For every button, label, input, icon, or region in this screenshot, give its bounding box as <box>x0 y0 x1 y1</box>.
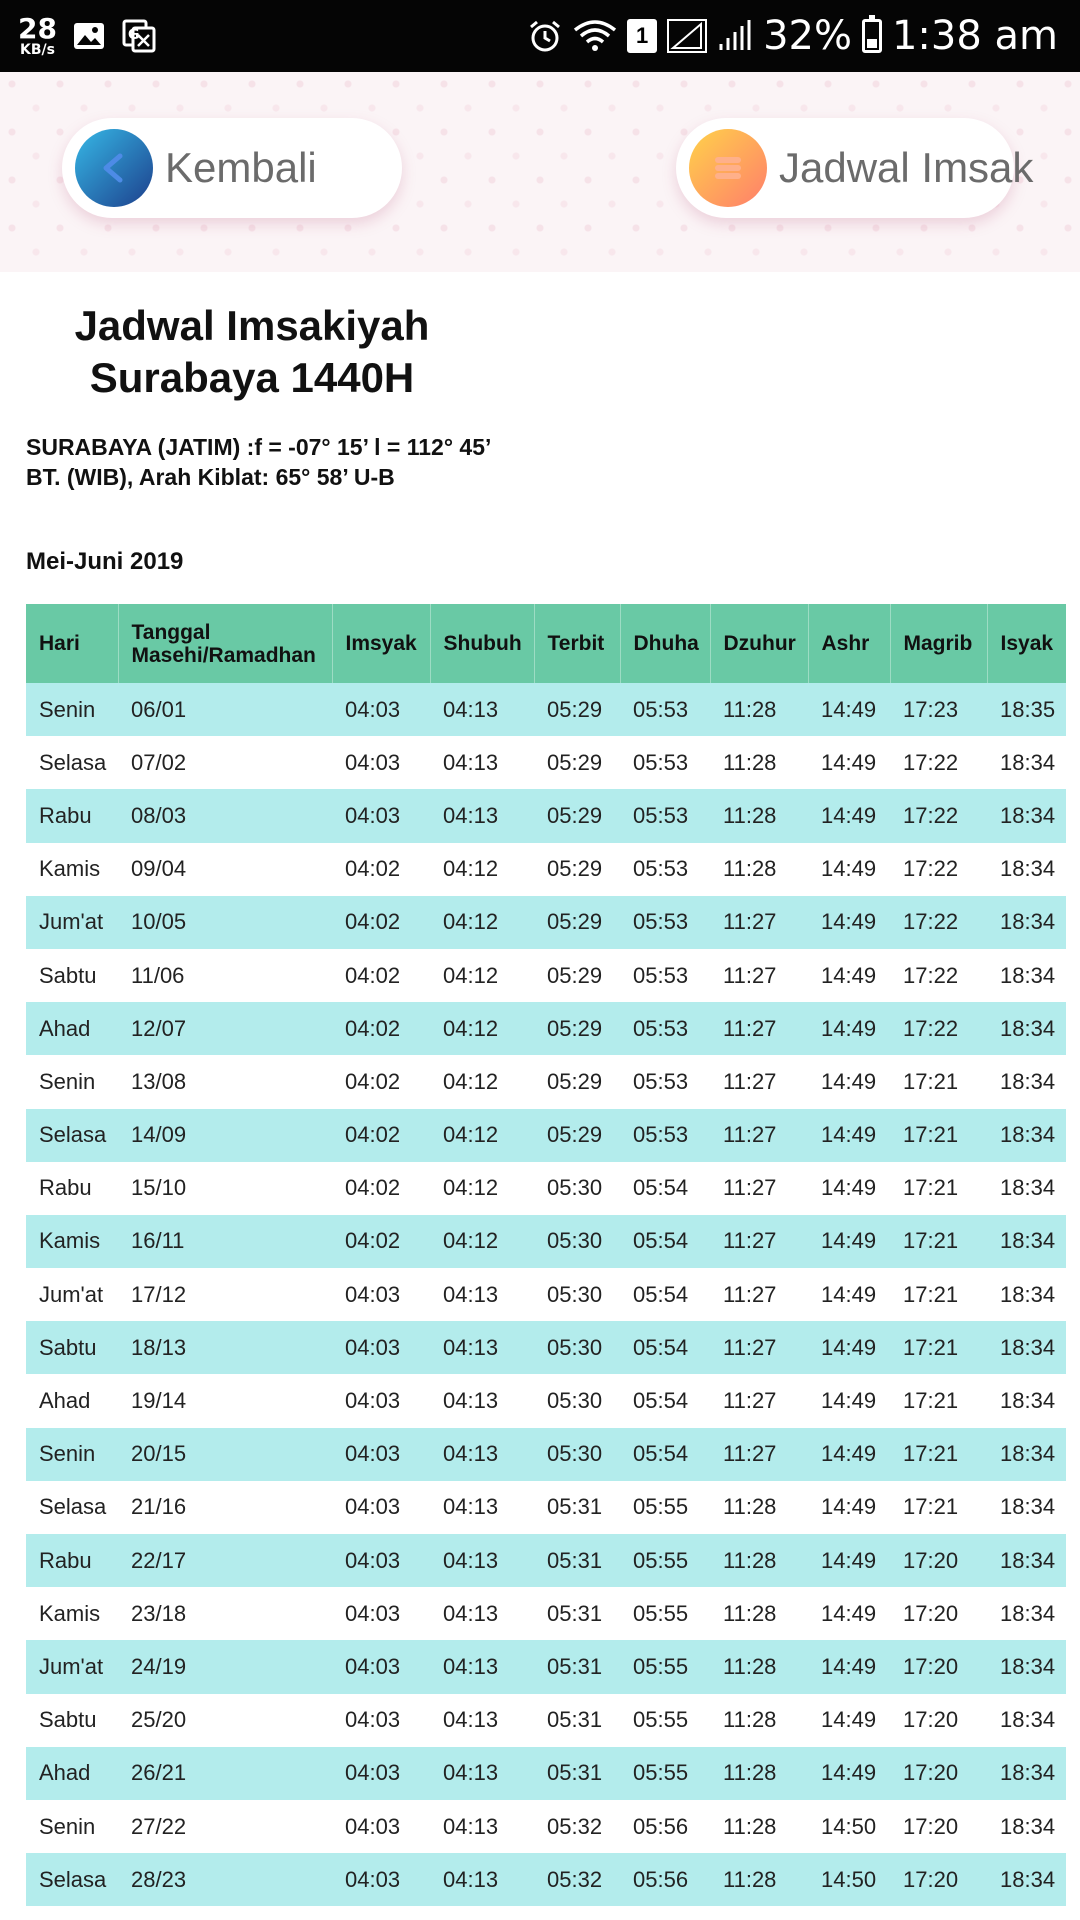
table-cell: Jum'at <box>26 896 118 949</box>
table-cell: 18:34 <box>987 1853 1066 1906</box>
table-row <box>26 1694 1066 1747</box>
table-cell: 17:21 <box>890 1481 987 1534</box>
table-cell: 04:02 <box>332 1002 430 1055</box>
table-cell: 04:13 <box>430 1800 534 1853</box>
table-cell: 04:13 <box>430 1587 534 1640</box>
signal-icon <box>667 18 707 54</box>
table-cell: 11:28 <box>710 1587 808 1640</box>
table-cell: 17:21 <box>890 1321 987 1374</box>
table-cell: 17:21 <box>890 1374 987 1427</box>
table-cell: 14:49 <box>808 949 890 1002</box>
table-cell: 14/09 <box>118 1109 332 1162</box>
network-speed-value: 28 <box>18 12 57 45</box>
table-cell: 20/15 <box>118 1428 332 1481</box>
column-header: Tanggal Masehi/Ramadhan <box>118 604 332 683</box>
table-cell: 18/13 <box>118 1321 332 1374</box>
table-cell: 05:53 <box>620 843 710 896</box>
table-cell: 05:31 <box>534 1534 620 1587</box>
table-cell: Sabtu <box>26 949 118 1002</box>
table-row <box>26 1747 1066 1800</box>
table-cell: 18:34 <box>987 949 1066 1002</box>
table-cell: Senin <box>26 1055 118 1108</box>
table-cell: 05:55 <box>620 1481 710 1534</box>
table-cell: 11:28 <box>710 1853 808 1906</box>
table-cell: Jum'at <box>26 1640 118 1693</box>
column-header: Isyak <box>987 604 1066 683</box>
table-cell: 04:13 <box>430 1321 534 1374</box>
table-cell: 05:54 <box>620 1321 710 1374</box>
table-cell: 05:54 <box>620 1162 710 1215</box>
table-cell: 14:49 <box>808 1587 890 1640</box>
table-cell: 04:02 <box>332 1215 430 1268</box>
table-cell: 14:49 <box>808 736 890 789</box>
table-cell: 25/20 <box>118 1694 332 1747</box>
table-cell: 04:13 <box>430 1374 534 1427</box>
table-cell: 17:21 <box>890 1055 987 1108</box>
table-cell: Sabtu <box>26 1694 118 1747</box>
table-cell: 05:30 <box>534 1321 620 1374</box>
table-cell: 05:55 <box>620 1587 710 1640</box>
table-row <box>26 949 1066 1002</box>
table-cell: 05:53 <box>620 1109 710 1162</box>
table-cell: 04:03 <box>332 1800 430 1853</box>
column-header: Ashr <box>808 604 890 683</box>
table-cell: Kamis <box>26 1215 118 1268</box>
table-cell: 04:02 <box>332 896 430 949</box>
battery-icon <box>862 19 882 53</box>
table-cell: 19/14 <box>118 1374 332 1427</box>
table-cell: 05:56 <box>620 1853 710 1906</box>
table-cell: 11:27 <box>710 1002 808 1055</box>
table-cell: 05:31 <box>534 1587 620 1640</box>
table-cell: 18:34 <box>987 1694 1066 1747</box>
network-speed <box>18 12 57 58</box>
table-cell: 11:27 <box>710 1268 808 1321</box>
table-cell: 04:03 <box>332 1853 430 1906</box>
column-header: Hari <box>26 604 118 683</box>
table-cell: 04:02 <box>332 1055 430 1108</box>
table-cell: 04:02 <box>332 949 430 1002</box>
table-cell: 05:53 <box>620 1002 710 1055</box>
table-cell: 04:02 <box>332 1162 430 1215</box>
table-cell: 05:32 <box>534 1800 620 1853</box>
table-cell: 18:34 <box>987 1321 1066 1374</box>
table-cell: 17:21 <box>890 1215 987 1268</box>
table-row <box>26 736 1066 789</box>
table-cell: 05:55 <box>620 1747 710 1800</box>
table-cell: 11:27 <box>710 1428 808 1481</box>
table-cell: 06/01 <box>118 683 332 736</box>
table-header-row <box>26 604 1066 683</box>
table-cell: 17:20 <box>890 1800 987 1853</box>
table-cell: 04:13 <box>430 1534 534 1587</box>
table-cell: 04:03 <box>332 1374 430 1427</box>
table-cell: 11:27 <box>710 1215 808 1268</box>
column-header: Dhuha <box>620 604 710 683</box>
table-cell: 05:55 <box>620 1640 710 1693</box>
table-row <box>26 1215 1066 1268</box>
table-cell: Selasa <box>26 1481 118 1534</box>
schedule-menu-button[interactable] <box>676 118 1034 218</box>
table-cell: 14:49 <box>808 1428 890 1481</box>
table-cell: 14:49 <box>808 1374 890 1427</box>
clock: 1:38 am <box>891 13 1058 59</box>
translate-icon <box>121 18 157 54</box>
table-row <box>26 1800 1066 1853</box>
table-cell: 18:34 <box>987 1162 1066 1215</box>
table-cell: 05:31 <box>534 1747 620 1800</box>
table-cell: 04:03 <box>332 1481 430 1534</box>
table-cell: 09/04 <box>118 843 332 896</box>
back-arrow-icon <box>75 129 153 207</box>
svg-text:G: G <box>127 27 140 43</box>
table-cell: 05:31 <box>534 1640 620 1693</box>
table-cell: Senin <box>26 1428 118 1481</box>
table-cell: 11:28 <box>710 683 808 736</box>
table-cell: 07/02 <box>118 736 332 789</box>
page-title-line-1: Jadwal Imsakiyah <box>74 302 430 349</box>
table-cell: 05:31 <box>534 1694 620 1747</box>
table-cell: 04:02 <box>332 843 430 896</box>
column-header: Shubuh <box>430 604 534 683</box>
table-cell: 04:12 <box>430 949 534 1002</box>
table-cell: 11:28 <box>710 1800 808 1853</box>
table-cell: Sabtu <box>26 1321 118 1374</box>
table-row <box>26 1374 1066 1427</box>
sim-slot-badge: 1 <box>627 19 657 53</box>
table-row <box>26 1587 1066 1640</box>
table-row <box>26 1002 1066 1055</box>
table-cell: 05:54 <box>620 1428 710 1481</box>
table-row <box>26 1162 1066 1215</box>
table-cell: 14:49 <box>808 1694 890 1747</box>
column-header: Magrib <box>890 604 987 683</box>
table-cell: 05:53 <box>620 789 710 842</box>
table-cell: Ahad <box>26 1747 118 1800</box>
table-row <box>26 683 1066 736</box>
table-cell: 04:12 <box>430 1109 534 1162</box>
table-cell: 04:12 <box>430 896 534 949</box>
table-cell: 04:03 <box>332 1268 430 1321</box>
app-header <box>0 72 1080 272</box>
table-cell: 18:34 <box>987 896 1066 949</box>
table-cell: 04:03 <box>332 683 430 736</box>
table-cell: 18:34 <box>987 736 1066 789</box>
table-cell: 04:03 <box>332 1587 430 1640</box>
back-button[interactable] <box>62 118 402 218</box>
table-row <box>26 1055 1066 1108</box>
table-cell: 17:21 <box>890 1268 987 1321</box>
table-cell: 17:20 <box>890 1853 987 1906</box>
table-row <box>26 896 1066 949</box>
table-cell: 11:27 <box>710 896 808 949</box>
table-cell: 18:34 <box>987 1534 1066 1587</box>
table-cell: 04:13 <box>430 1481 534 1534</box>
page-title-line-2: Surabaya 1440H <box>89 354 415 401</box>
table-cell: 11:27 <box>710 1109 808 1162</box>
table-cell: 11:27 <box>710 1055 808 1108</box>
table-cell: 05:30 <box>534 1428 620 1481</box>
table-cell: 04:12 <box>430 1215 534 1268</box>
table-row <box>26 1109 1066 1162</box>
table-cell: 18:34 <box>987 1109 1066 1162</box>
table-cell: 14:49 <box>808 1002 890 1055</box>
schedule-menu-label: Jadwal Imsak <box>779 144 1034 191</box>
table-cell: 18:34 <box>987 1481 1066 1534</box>
table-cell: 18:34 <box>987 1055 1066 1108</box>
table-cell: 18:34 <box>987 1268 1066 1321</box>
table-cell: 08/03 <box>118 789 332 842</box>
signal-bars-icon <box>717 18 753 54</box>
table-cell: 17:20 <box>890 1694 987 1747</box>
table-cell: Senin <box>26 1800 118 1853</box>
table-cell: 16/11 <box>118 1215 332 1268</box>
table-cell: 14:49 <box>808 1747 890 1800</box>
table-cell: 11/06 <box>118 949 332 1002</box>
table-row <box>26 1268 1066 1321</box>
table-cell: 04:13 <box>430 1853 534 1906</box>
table-cell: Ahad <box>26 1374 118 1427</box>
table-cell: 17:20 <box>890 1534 987 1587</box>
table-cell: 14:49 <box>808 1215 890 1268</box>
table-cell: 17:22 <box>890 896 987 949</box>
column-header: Imsyak <box>332 604 430 683</box>
table-cell: 24/19 <box>118 1640 332 1693</box>
table-row <box>26 789 1066 842</box>
table-cell: 21/16 <box>118 1481 332 1534</box>
table-cell: Kamis <box>26 843 118 896</box>
table-cell: 10/05 <box>118 896 332 949</box>
table-cell: 18:35 <box>987 683 1066 736</box>
table-cell: 05:29 <box>534 949 620 1002</box>
status-bar <box>0 0 1080 72</box>
table-cell: Selasa <box>26 736 118 789</box>
table-cell: 14:49 <box>808 1109 890 1162</box>
location-info: SURABAYA (JATIM) :f = -07° 15’ l = 112° 45’ BT. (WIB), Arah Kiblat: 65° 58’ U-B <box>26 434 491 490</box>
table-cell: 12/07 <box>118 1002 332 1055</box>
table-cell: 17:22 <box>890 789 987 842</box>
table-cell: 14:49 <box>808 1534 890 1587</box>
table-cell: 05:55 <box>620 1534 710 1587</box>
table-cell: 14:50 <box>808 1853 890 1906</box>
table-cell: 13/08 <box>118 1055 332 1108</box>
table-cell: 11:28 <box>710 789 808 842</box>
alarm-icon <box>527 18 563 54</box>
table-cell: Selasa <box>26 1853 118 1906</box>
table-cell: 18:34 <box>987 843 1066 896</box>
table-cell: 05:29 <box>534 736 620 789</box>
network-speed-unit: KB/s <box>20 42 55 58</box>
table-cell: 05:30 <box>534 1215 620 1268</box>
table-cell: 17:20 <box>890 1640 987 1693</box>
table-row <box>26 1321 1066 1374</box>
table-cell: 05:53 <box>620 736 710 789</box>
page-title <box>26 300 478 404</box>
table-cell: 11:28 <box>710 1534 808 1587</box>
column-header: Dzuhur <box>710 604 808 683</box>
table-cell: 27/22 <box>118 1800 332 1853</box>
table-cell: 17:21 <box>890 1109 987 1162</box>
table-cell: Senin <box>26 683 118 736</box>
table-cell: 17:23 <box>890 683 987 736</box>
table-cell: 05:53 <box>620 683 710 736</box>
table-cell: 04:03 <box>332 1321 430 1374</box>
table-cell: 11:28 <box>710 1747 808 1800</box>
table-cell: 04:13 <box>430 736 534 789</box>
table-cell: 04:03 <box>332 1428 430 1481</box>
table-cell: 14:50 <box>808 1800 890 1853</box>
table-cell: Rabu <box>26 1534 118 1587</box>
table-cell: 17:22 <box>890 1002 987 1055</box>
table-cell: 04:12 <box>430 1162 534 1215</box>
table-cell: 04:13 <box>430 1268 534 1321</box>
table-cell: 11:28 <box>710 1694 808 1747</box>
table-cell: 23/18 <box>118 1587 332 1640</box>
table-cell: Selasa <box>26 1109 118 1162</box>
table-cell: 18:34 <box>987 1374 1066 1427</box>
table-cell: 18:34 <box>987 1002 1066 1055</box>
table-cell: 26/21 <box>118 1747 332 1800</box>
image-icon <box>71 18 107 54</box>
table-cell: 11:28 <box>710 1640 808 1693</box>
table-cell: 14:49 <box>808 683 890 736</box>
table-cell: 05:29 <box>534 896 620 949</box>
table-cell: 04:13 <box>430 683 534 736</box>
table-cell: Ahad <box>26 1002 118 1055</box>
table-cell: 15/10 <box>118 1162 332 1215</box>
table-cell: 04:03 <box>332 1534 430 1587</box>
table-cell: 18:34 <box>987 789 1066 842</box>
table-cell: 05:56 <box>620 1800 710 1853</box>
period-label: Mei-Juni 2019 <box>26 548 184 575</box>
table-cell: 18:34 <box>987 1800 1066 1853</box>
table-cell: 04:02 <box>332 1109 430 1162</box>
table-cell: 17:20 <box>890 1587 987 1640</box>
table-cell: 14:49 <box>808 1268 890 1321</box>
table-cell: 05:29 <box>534 683 620 736</box>
table-cell: 04:12 <box>430 1002 534 1055</box>
table-cell: 04:03 <box>332 1747 430 1800</box>
table-cell: 14:49 <box>808 1640 890 1693</box>
table-cell: 05:54 <box>620 1374 710 1427</box>
table-cell: 05:54 <box>620 1268 710 1321</box>
table-cell: 18:34 <box>987 1747 1066 1800</box>
table-row <box>26 1853 1066 1906</box>
table-cell: 17/12 <box>118 1268 332 1321</box>
table-cell: 05:54 <box>620 1215 710 1268</box>
table-cell: 17:22 <box>890 949 987 1002</box>
table-cell: 11:27 <box>710 1321 808 1374</box>
table-cell: 05:29 <box>534 1109 620 1162</box>
table-cell: Rabu <box>26 1162 118 1215</box>
table-row <box>26 843 1066 896</box>
table-cell: 04:03 <box>332 1694 430 1747</box>
table-cell: 11:27 <box>710 1374 808 1427</box>
table-cell: 05:55 <box>620 1694 710 1747</box>
menu-icon <box>689 129 767 207</box>
table-cell: 22/17 <box>118 1534 332 1587</box>
table-cell: 05:29 <box>534 789 620 842</box>
table-cell: 05:53 <box>620 1055 710 1108</box>
imsakiyah-table <box>26 604 1067 1906</box>
table-cell: 05:30 <box>534 1268 620 1321</box>
table-cell: 14:49 <box>808 1162 890 1215</box>
table-cell: 11:28 <box>710 736 808 789</box>
table-cell: 04:03 <box>332 1640 430 1693</box>
table-cell: 17:20 <box>890 1747 987 1800</box>
table-cell: Jum'at <box>26 1268 118 1321</box>
back-button-label: Kembali <box>165 144 317 191</box>
table-cell: 04:03 <box>332 736 430 789</box>
table-cell: 05:29 <box>534 843 620 896</box>
table-cell: 18:34 <box>987 1640 1066 1693</box>
table-cell: 14:49 <box>808 896 890 949</box>
table-cell: 05:31 <box>534 1481 620 1534</box>
table-row <box>26 1428 1066 1481</box>
table-cell: 05:53 <box>620 949 710 1002</box>
table-cell: 11:27 <box>710 1162 808 1215</box>
table-cell: 05:32 <box>534 1853 620 1906</box>
table-cell: 14:49 <box>808 1321 890 1374</box>
table-cell: 05:53 <box>620 896 710 949</box>
table-row <box>26 1481 1066 1534</box>
table-cell: 14:49 <box>808 1055 890 1108</box>
table-cell: 05:30 <box>534 1374 620 1427</box>
table-cell: 18:34 <box>987 1587 1066 1640</box>
table-cell: 14:49 <box>808 843 890 896</box>
table-cell: 17:22 <box>890 843 987 896</box>
table-cell: Kamis <box>26 1587 118 1640</box>
table-cell: 18:34 <box>987 1215 1066 1268</box>
table-cell: 04:13 <box>430 1694 534 1747</box>
table-cell: 17:21 <box>890 1428 987 1481</box>
table-cell: 04:13 <box>430 1747 534 1800</box>
table-cell: 05:29 <box>534 1055 620 1108</box>
table-cell: 04:13 <box>430 789 534 842</box>
table-cell: 04:03 <box>332 789 430 842</box>
table-cell: 11:28 <box>710 1481 808 1534</box>
column-header: Terbit <box>534 604 620 683</box>
table-cell: Rabu <box>26 789 118 842</box>
battery-percent: 32% <box>763 13 852 59</box>
table-cell: 14:49 <box>808 789 890 842</box>
table-cell: 04:12 <box>430 843 534 896</box>
table-cell: 28/23 <box>118 1853 332 1906</box>
table-row <box>26 1534 1066 1587</box>
table-cell: 17:22 <box>890 736 987 789</box>
table-cell: 14:49 <box>808 1481 890 1534</box>
table-cell: 05:29 <box>534 1002 620 1055</box>
table-cell: 05:30 <box>534 1162 620 1215</box>
wifi-icon <box>573 18 617 54</box>
table-cell: 04:13 <box>430 1428 534 1481</box>
table-cell: 11:28 <box>710 843 808 896</box>
table-cell: 04:12 <box>430 1055 534 1108</box>
table-body <box>26 683 1066 1906</box>
table-cell: 04:13 <box>430 1640 534 1693</box>
table-cell: 18:34 <box>987 1428 1066 1481</box>
table-cell: 17:21 <box>890 1162 987 1215</box>
table-row <box>26 1640 1066 1693</box>
table-cell: 11:27 <box>710 949 808 1002</box>
